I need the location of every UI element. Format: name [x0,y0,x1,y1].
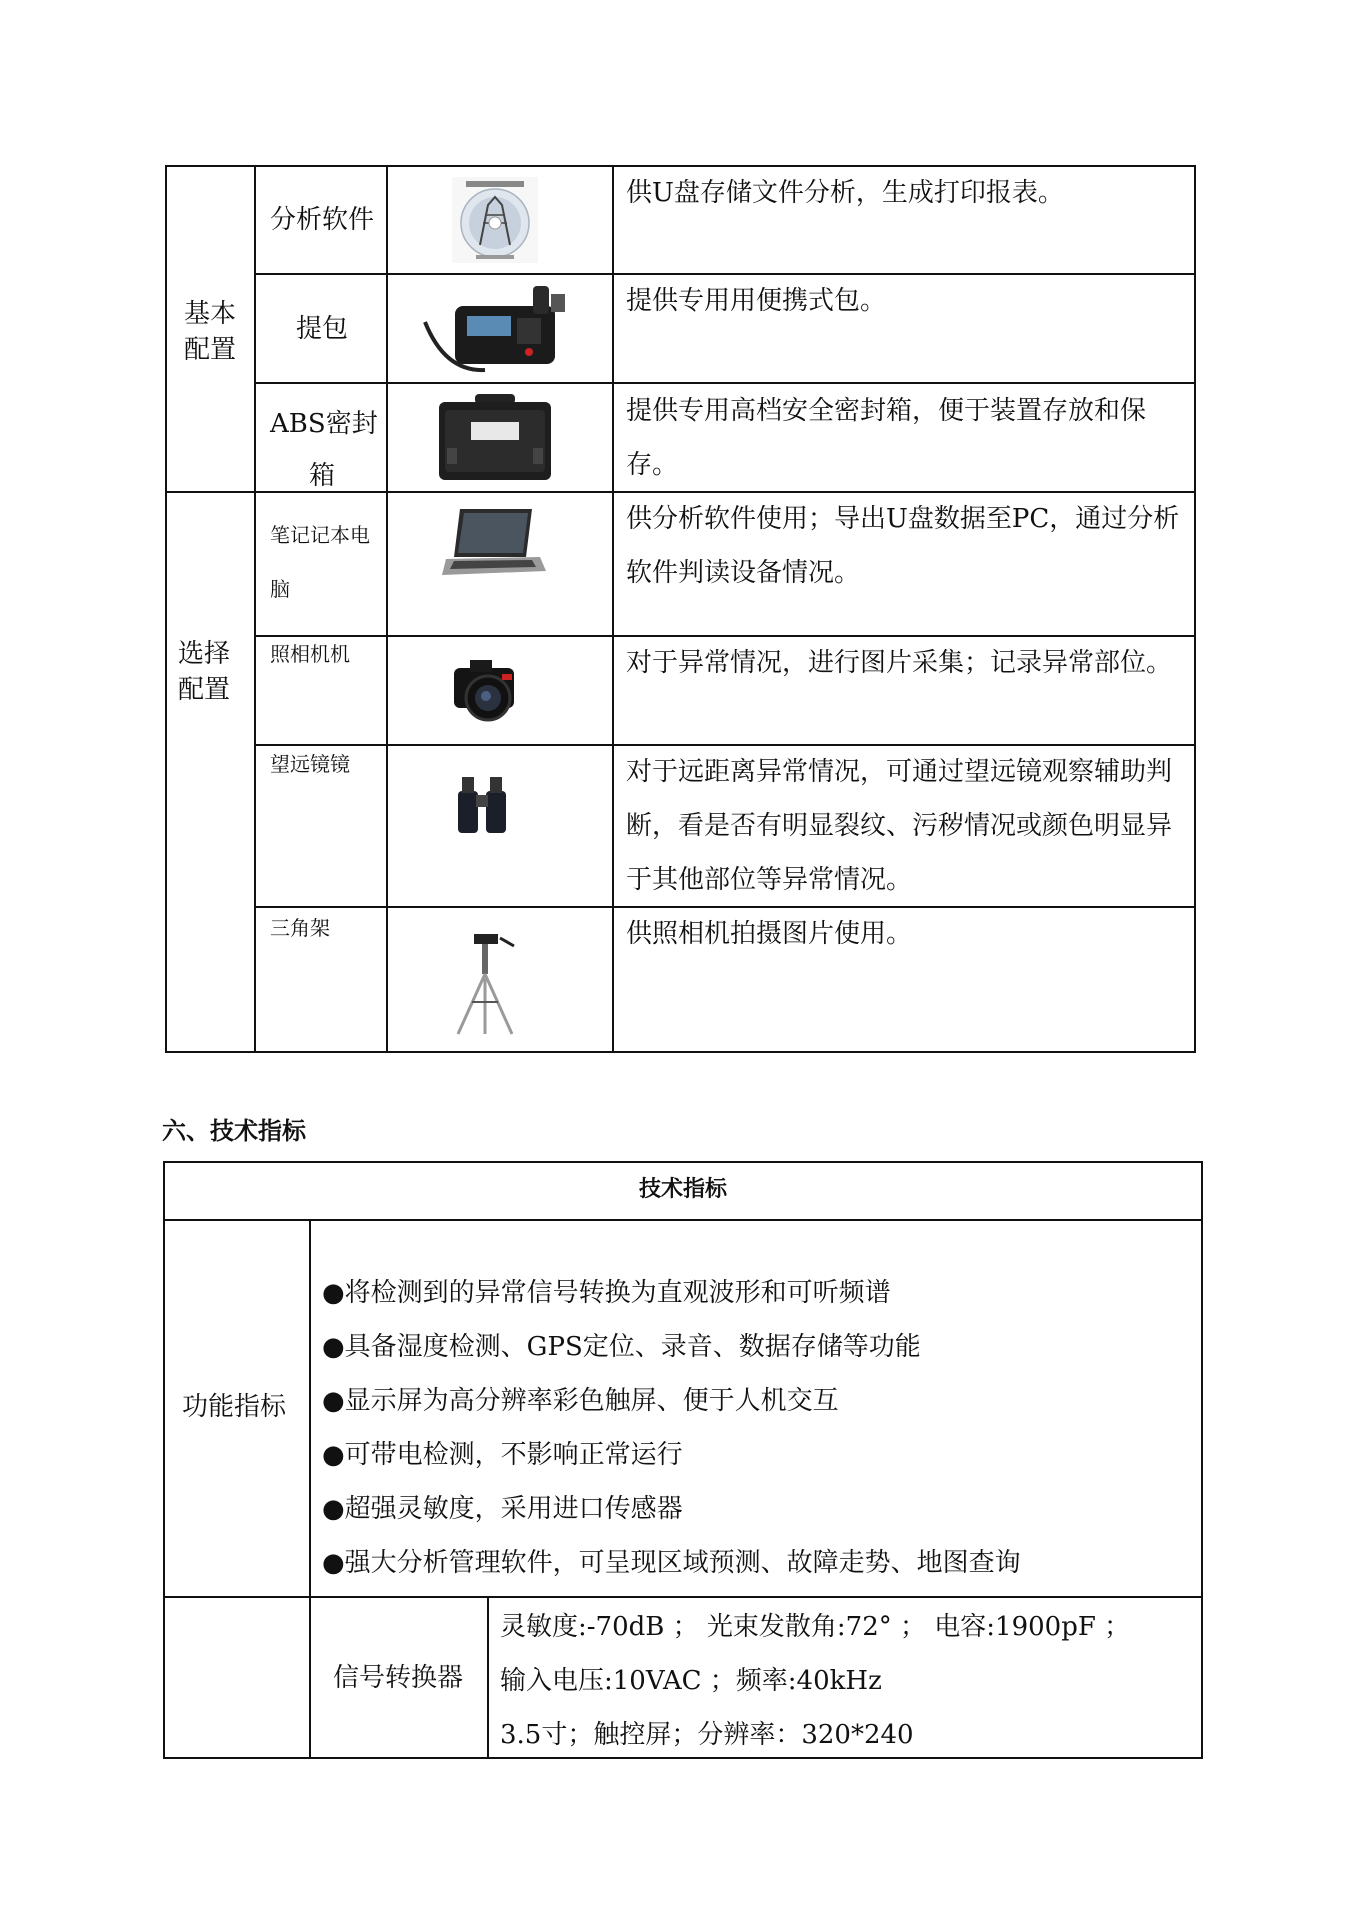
group-label-basic: 基本 配置 [184,299,237,365]
item-name-bag: 提包 [296,314,349,344]
carry-bag-image [415,282,575,378]
list-item: 输入电压:10VAC ；频率:40kHz [500,1666,882,1696]
function-label: 功能指标 [182,1392,287,1422]
software-disc-image [450,175,540,265]
list-item: ●可带电检测，不影响正常运行 [322,1440,683,1470]
list-item: ●显示屏为高分辨率彩色触屏、便于人机交互 [322,1386,839,1416]
item-name-software: 分析软件 [270,205,375,235]
item-name-laptop: 笔记记本电 脑 [270,523,370,601]
item-desc-laptop: 供分析软件使用；导出U盘数据至PC，通过分析软件判读设备情况。 [626,504,1180,588]
list-item: ●将检测到的异常信号转换为直观波形和可听频谱 [322,1278,891,1308]
spec-table-header: 技术指标 [638,1177,727,1202]
section-heading: 六、技术指标 [162,1117,306,1145]
laptop-image [440,505,550,581]
item-desc-case: 提供专用高档安全密封箱，便于装置存放和保存。 [626,396,1147,480]
tripod-image [450,930,520,1040]
camera-image [450,652,526,728]
list-item: ●超强灵敏度，采用进口传感器 [322,1494,683,1524]
list-item: ●具备湿度检测、GPS定位、录音、数据存储等功能 [322,1332,921,1362]
group-label-optional: 选择 配置 [178,639,231,705]
item-name-tripod: 三角架 [270,916,330,940]
item-desc-binoculars: 对于远距离异常情况，可通过望远镜观察辅助判断，看是否有明显裂纹、污秽情况或颜色明显异于其他部位等异常情况。 [626,757,1173,895]
item-desc-software: 供U盘存储文件分析，生成打印报表。 [626,178,1064,208]
item-name-binoculars: 望远镜镜 [270,752,350,776]
converter-label: 信号转换器 [333,1663,464,1693]
item-desc-tripod: 供照相机拍摄图片使用。 [626,919,913,949]
list-item: 3.5寸；触控屏；分辨率：320*240 [500,1720,914,1750]
item-name-case: ABS密封 箱 [270,409,378,491]
list-item: 灵敏度:-70dB ； 光束发散角:72° ； 电容:1900pF ； [500,1612,1131,1642]
item-desc-bag: 提供专用用便携式包。 [626,286,887,316]
binoculars-image [452,771,512,837]
list-item: ●强大分析管理软件，可呈现区域预测、故障走势、地图查询 [322,1548,1021,1578]
item-name-camera: 照相机机 [270,642,350,666]
sealed-case-image [435,392,555,484]
item-desc-camera: 对于异常情况，进行图片采集；记录异常部位。 [626,648,1173,678]
